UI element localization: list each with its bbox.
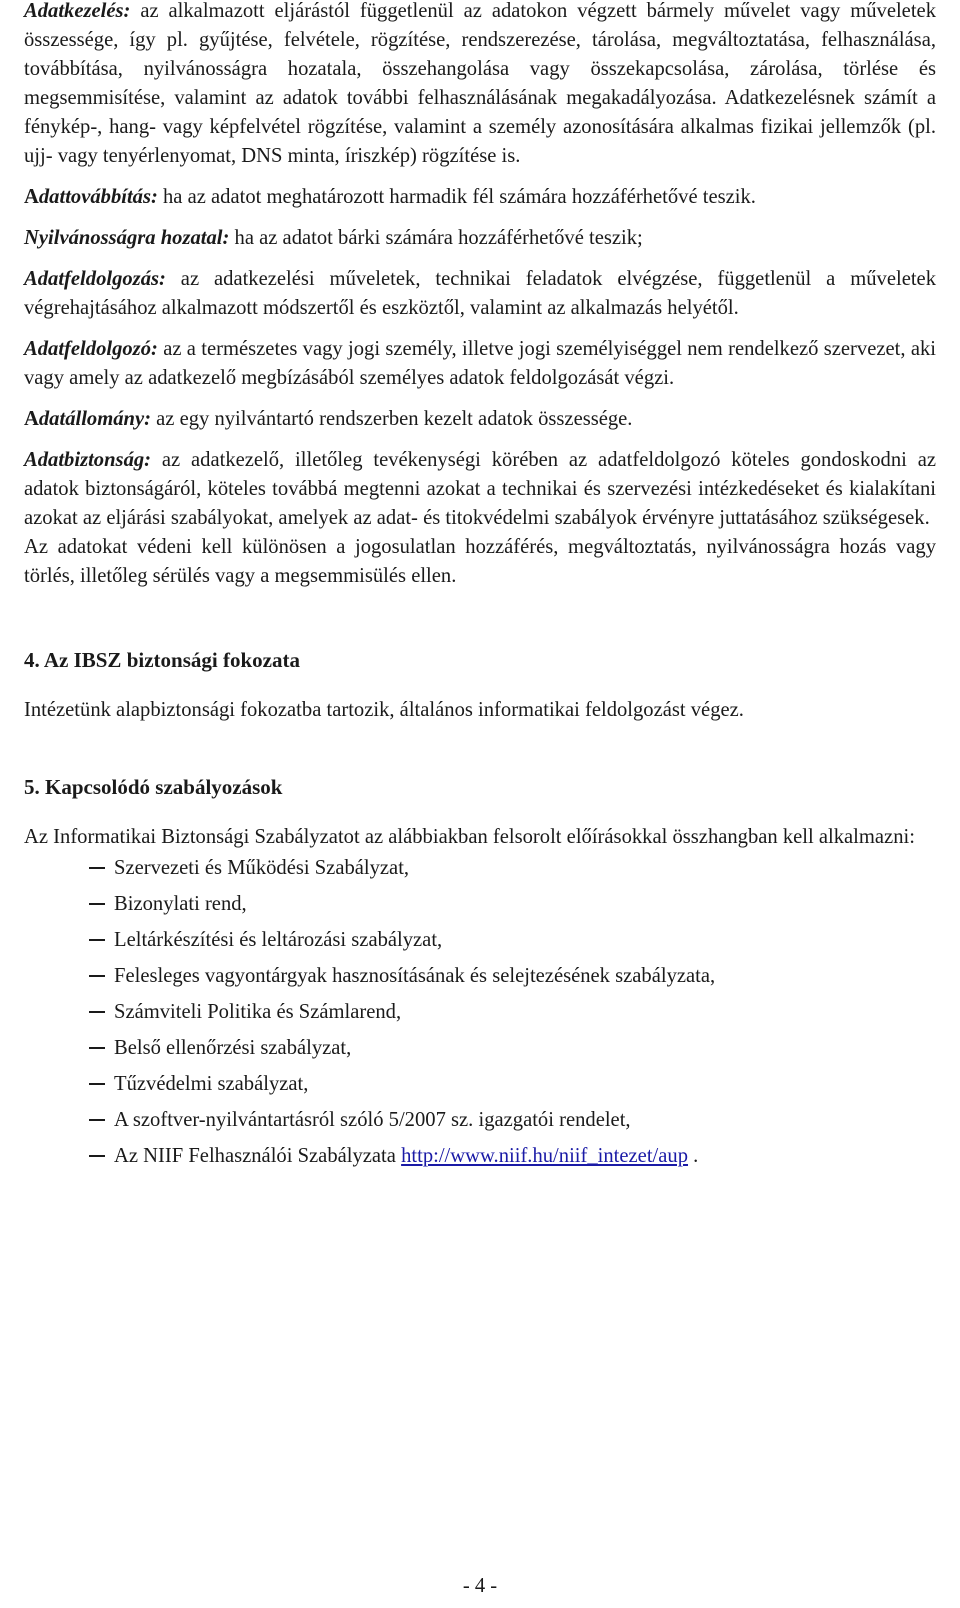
related-regulations-list — [24, 856, 936, 1168]
list-item-text: Számviteli Politika és Számlarend, — [114, 1001, 402, 1023]
list-item-suffix: . — [688, 1145, 699, 1167]
term-adatallomany-rest: datállomány: — [38, 408, 151, 430]
term-adatfeldolgozo: Adatfeldolgozó: — [24, 338, 158, 360]
list-item — [89, 1144, 936, 1168]
list-item — [89, 1108, 936, 1132]
definition-text-adattovabbitas: ha az adatot meghatározott harmadik fél számára hozzáférhetővé teszik. — [157, 186, 756, 208]
list-item — [89, 928, 936, 952]
list-item — [89, 856, 936, 880]
list-item-text: Leltárkészítési és leltározási szabályzat, — [114, 929, 443, 951]
definition-nyilvanossagra-hozatal — [24, 224, 936, 253]
definition-text-adatfeldolgozas: az adatkezelési műveletek, technikai feladatok elvégzése, függetlenül a műveletek végrehajtásához alkalmazott módszertől és eszköztől, valamint az alkalmazás helyétől. — [24, 268, 936, 319]
list-item — [89, 892, 936, 916]
page-number: - 4 - — [462, 1575, 498, 1597]
list-item-text: Az NIIF Felhasználói Szabályzata — [114, 1145, 402, 1167]
definition-adatbiztonsag-continuation: Az adatokat védeni kell különösen a jogosulatlan hozzáférés, megváltoztatás, nyilvánosságra hozás vagy törlés, illetőleg sérülés vagy a megsemmisülés ellen. — [24, 536, 936, 587]
definition-adatkezeles — [24, 0, 936, 171]
term-adatfeldolgozas: Adatfeldolgozás: — [24, 268, 166, 290]
list-item-text: Szervezeti és Működési Szabályzat, — [114, 857, 410, 879]
definition-text-adatallomany: az egy nyilvántartó rendszerben kezelt adatok összessége. — [151, 408, 633, 430]
definition-adattovabbitas — [24, 183, 936, 212]
definition-text-adatfeldolgozo: az a természetes vagy jogi személy, illetve jogi személyiséggel nem rendelkező szervezet, aki vagy amely az adatkezelő megbízásából személyes adatok feldolgozását végzi. — [24, 338, 936, 389]
list-item — [89, 1072, 936, 1096]
section-4-heading: 4. Az IBSZ biztonsági fokozata — [24, 648, 300, 672]
definition-text-adatbiztonsag: az adatkezelő, illetőleg tevékenységi körében az adatfeldolgozó köteles gondoskodni az adatok biztonságáról, köteles továbbá megtenni azokat a technikai és szervezési intézkedéseket és kialakítani azokat az eljárási szabályokat, amelyek az adat- és titokvédelmi szabályok érvényre juttatásához szükségesek. — [24, 449, 936, 529]
list-item — [89, 1036, 936, 1060]
list-item-text: Belső ellenőrzési szabályzat, — [114, 1037, 352, 1059]
section-5-intro: Az Informatikai Biztonsági Szabályzatot az alábbiakban felsorolt előírásokkal összhangban kell alkalmazni: — [24, 826, 915, 848]
definition-text-nyilvanossagra-hozatal: ha az adatot bárki számára hozzáférhetővé teszik; — [229, 227, 643, 249]
list-item — [89, 1000, 936, 1024]
definition-adatfeldolgozo — [24, 335, 936, 393]
term-adatkezeles: Adatkezelés: — [24, 0, 131, 22]
term-adatallomany — [24, 408, 151, 430]
list-item — [89, 964, 936, 988]
term-adatbiztonsag: Adatbiztonság: — [24, 449, 152, 471]
list-item-text: Felesleges vagyontárgyak hasznosításának és selejtezésének szabályzata, — [114, 965, 716, 987]
section-5-heading: 5. Kapcsolódó szabályozások — [24, 775, 283, 799]
list-item-text: A szoftver-nyilvántartásról szóló 5/2007 sz. igazgatói rendelet, — [114, 1109, 631, 1131]
term-adatallomany-initial: A — [24, 408, 39, 430]
definition-adatallomany — [24, 405, 936, 434]
niif-aup-link[interactable]: http://www.niif.hu/niif_intezet/aup — [401, 1145, 689, 1167]
definition-adatbiztonsag — [24, 446, 936, 533]
term-nyilvanossagra-hozatal: Nyilvánosságra hozatal: — [24, 227, 230, 249]
document-page — [24, 0, 936, 1180]
term-adattovabbitas-initial: A — [24, 186, 39, 208]
list-item-text: Tűzvédelmi szabályzat, — [114, 1073, 309, 1095]
definition-adatfeldolgozas — [24, 265, 936, 323]
definition-text-adatkezeles: az alkalmazott eljárástól függetlenül az adatokon végzett bármely művelet vagy műveletek összessége, így pl. gyűjtése, felvétele, rögzítése, rendszerezése, tárolása, megváltoztatása, felhasználása, továbbítása, nyilvánosságra hozatala, összehangolása vagy összekapcsolása, zárolása, törlése és megsemmisítése, valamint az adatok további felhasználásának megakadályozása. Adatkezelésnek számít a fénykép-, hang- vagy képfelvétel rögzítése, valamint a személy azonosítására alkalmas fizikai jellemzők (pl. ujj- vagy tenyérlenyomat, DNS minta, íriszkép) rögzítése is. — [24, 0, 936, 167]
section-4-body: Intézetünk alapbiztonsági fokozatba tartozik, általános informatikai feldolgozást végez. — [24, 699, 744, 721]
term-adattovabbitas-rest: dattovábbítás: — [38, 186, 158, 208]
term-adattovabbitas — [24, 186, 158, 208]
list-item-text: Bizonylati rend, — [114, 893, 247, 915]
